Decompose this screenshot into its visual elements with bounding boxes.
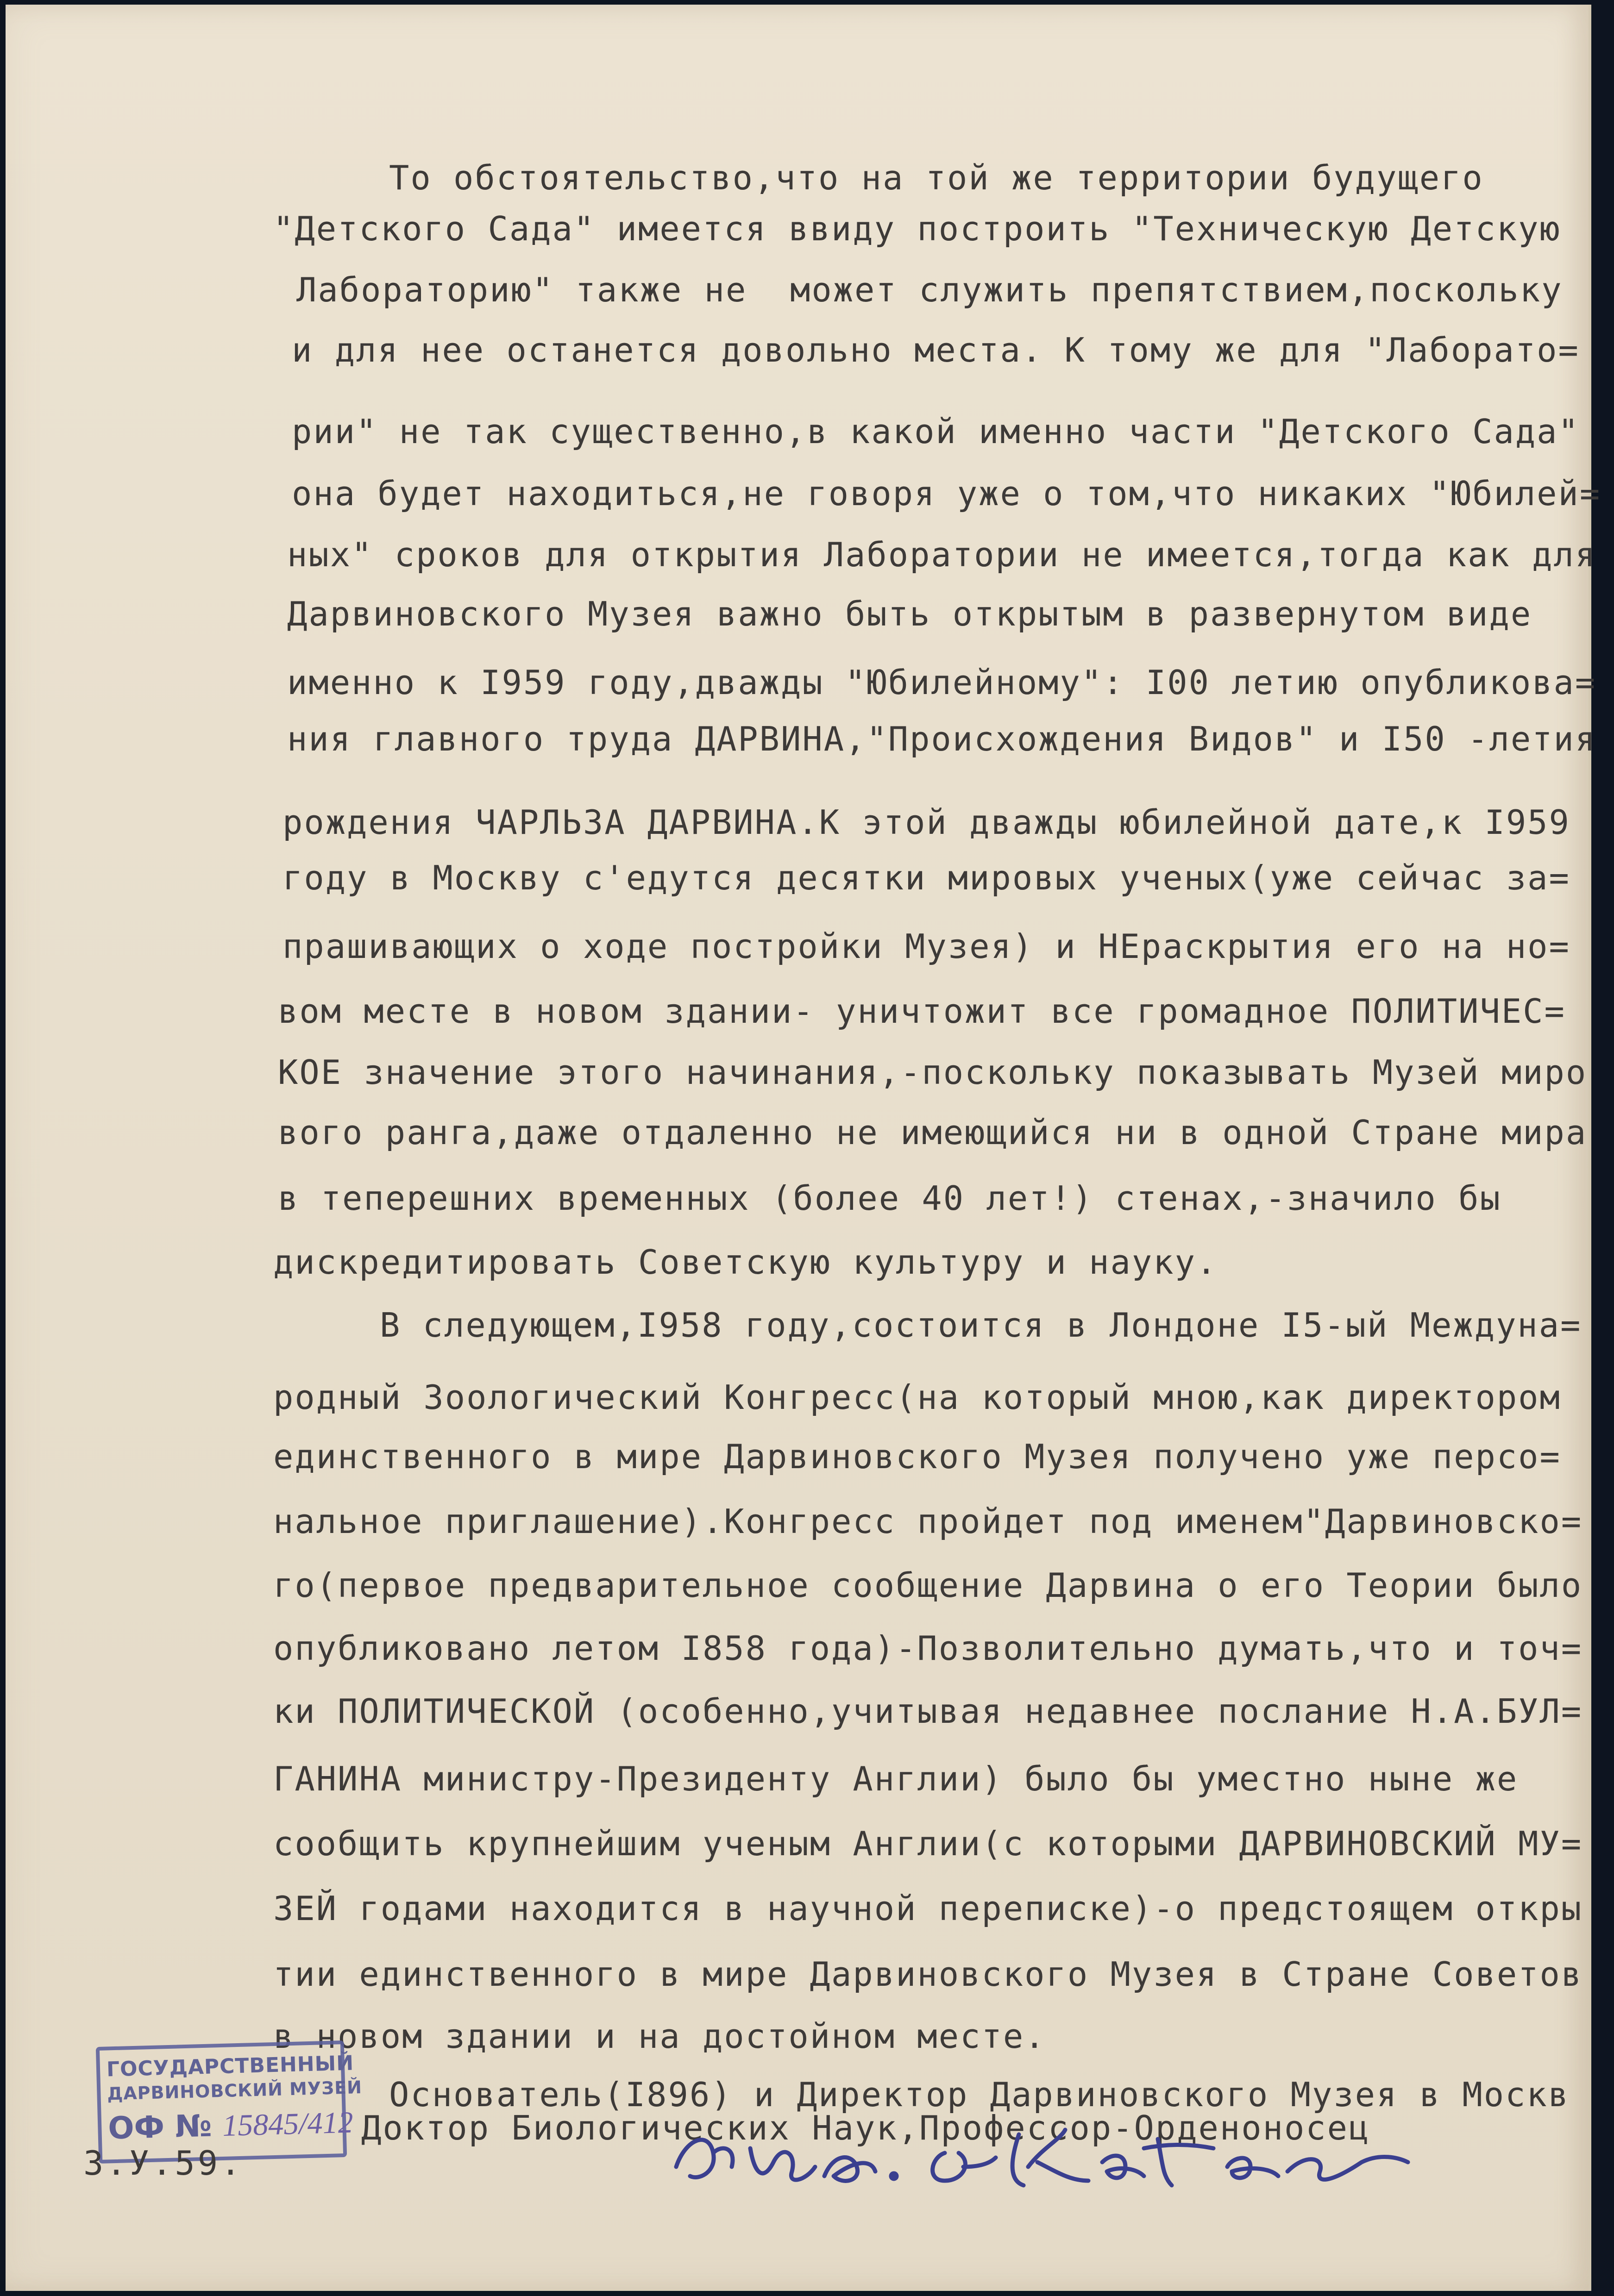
- text-line: То обстоятельство,что на той же территории будущего: [389, 158, 1484, 197]
- text-line: Дарвиновского Музея важно быть открытым в развернутом виде: [287, 594, 1532, 633]
- handwritten-signature: [658, 2111, 1417, 2199]
- text-line: го(первое предварительное сообщение Дарвина о его Теории было: [273, 1566, 1583, 1605]
- text-line: нальное приглашение).Конгресс пройдет под именем"Дарвиновско=: [273, 1502, 1583, 1541]
- text-line: дискредитировать Советскую культуру и науку.: [273, 1243, 1218, 1282]
- stamp-inventory-number: [107, 2104, 353, 2147]
- text-line: и для нее останется довольно места. К тому же для "Лаборато=: [292, 331, 1580, 369]
- text-line: ГАНИНА министру-Президенту Англии) было бы уместно ныне же: [273, 1759, 1519, 1798]
- signature-title-line: Доктор Биологических Наук,Профессор-Орденоносец: [361, 2108, 1370, 2147]
- signature-title-line: Основатель(I896) и Директор Дарвиновского Музея в Москв: [389, 2075, 1570, 2114]
- text-line: она будет находиться,не говоря уже о том,что никаких "Юбилей=: [292, 474, 1601, 513]
- stamp-prefix: ОФ №: [107, 2108, 213, 2146]
- text-line: в новом здании и на достойном месте.: [273, 2017, 1046, 2056]
- document-date: 3.У.59.: [83, 2144, 244, 2183]
- text-line: тии единственного в мире Дарвиновского Музея в Стране Советов: [273, 1955, 1583, 1994]
- text-line: "Детского Сада" имеется ввиду построить "Техническую Детскую: [273, 209, 1561, 248]
- text-line: ных" сроков для открытия Лаборатории не имеется,тогда как для: [287, 535, 1597, 574]
- text-line: опубликовано летом I858 года)-Позволительно думать,что и точ=: [273, 1629, 1583, 1668]
- text-line: сообщить крупнейшим ученым Англии(с которыми ДАРВИНОВСКИЙ МУ=: [273, 1824, 1583, 1863]
- stamp-line-1: ГОСУДАРСТВЕННЫЙ: [106, 2051, 354, 2082]
- text-line: рождения ЧАРЛЬЗА ДАРВИНА.К этой дважды юбилейной дате,к I959: [283, 803, 1570, 842]
- text-line: ки ПОЛИТИЧЕСКОЙ (особенно,учитывая недавнее послание Н.А.БУЛ=: [273, 1692, 1583, 1731]
- text-line: ЗЕЙ годами находится в научной переписке)-о предстоящем откры: [273, 1889, 1583, 1928]
- stamp-line-2: ДАРВИНОВСКИЙ МУЗЕЙ: [107, 2077, 363, 2104]
- text-line: родный Зоологический Конгресс(на который мною,как директором: [273, 1378, 1561, 1417]
- text-line: рии" не так существенно,в какой именно части "Детского Сада": [292, 412, 1580, 451]
- text-line: КОЕ значение этого начинания,-поскольку показывать Музей миро: [278, 1053, 1588, 1092]
- text-line: вого ранга,даже отдаленно не имеющийся ни в одной Стране мира: [278, 1113, 1588, 1152]
- text-line: вом месте в новом здании- уничтожит все громадное ПОЛИТИЧЕС=: [278, 992, 1566, 1031]
- text-line: году в Москву с'едутся десятки мировых ученых(уже сейчас за=: [283, 858, 1570, 897]
- text-line: Лабораторию" также не может служить препятствием,поскольку: [296, 270, 1563, 309]
- stamp-number: 15845/412: [222, 2105, 354, 2143]
- text-line: В следующем,I958 году,состоится в Лондоне I5-ый Междуна=: [380, 1306, 1582, 1345]
- text-line: прашивающих о ходе постройки Музея) и НЕраскрытия его на но=: [283, 927, 1570, 966]
- text-line: именно к I959 году,дважды "Юбилейному": I00 летию опубликова=: [287, 663, 1597, 702]
- text-line: ния главного труда ДАРВИНА,"Происхождения Видов" и I50 -летия: [287, 719, 1597, 758]
- text-line: единственного в мире Дарвиновского Музея получено уже персо=: [273, 1437, 1561, 1476]
- text-line: в теперешних временных (более 40 лет!) стенах,-значило бы: [278, 1179, 1501, 1218]
